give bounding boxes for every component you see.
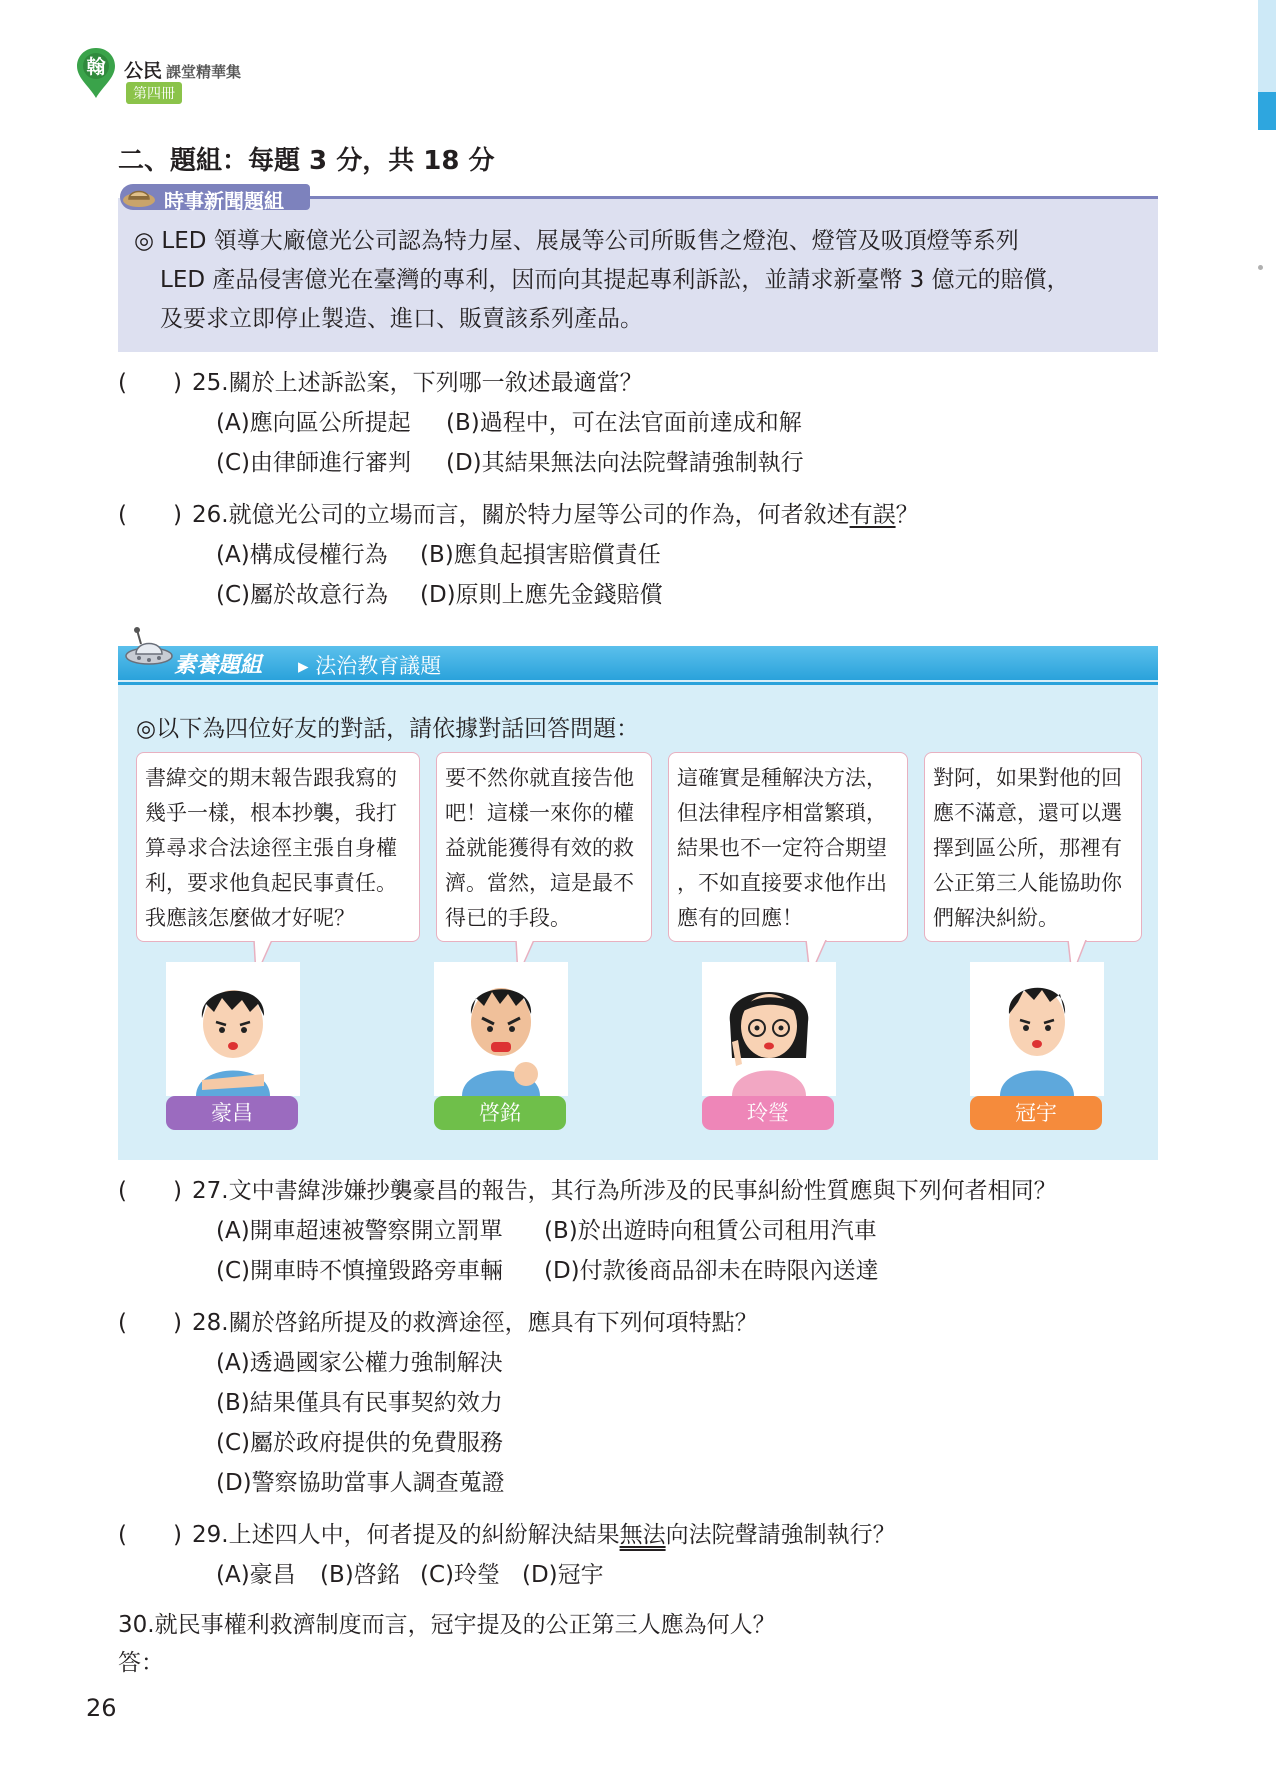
q27-option-a: (A)開車超速被警察開立罰單 xyxy=(216,1218,503,1244)
literacy-intro: ◎以下為四位好友的對話，請依據對話回答問題： xyxy=(136,716,640,742)
q27-option-d: (D)付款後商品卻未在時限內送達 xyxy=(544,1258,879,1284)
literacy-header-line xyxy=(118,682,1158,685)
q28-option-d: (D)警察協助當事人調查蒐證 xyxy=(216,1470,505,1496)
q25-option-c: (C)由律師進行審判 xyxy=(216,450,412,476)
answer-blank-25[interactable]: ( ) xyxy=(118,370,182,396)
speech-bubble-2 xyxy=(436,752,652,942)
q29-option-d: (D)冠宇 xyxy=(522,1562,604,1588)
q27-option-c: (C)開車時不慎撞毀路旁車輛 xyxy=(216,1258,504,1284)
answer-blank-29[interactable]: ( ) xyxy=(118,1522,182,1548)
bubble-3-line: ，不如直接要求他作出 xyxy=(677,871,887,895)
bubble-3-line: 這確實是種解決方法， xyxy=(677,766,887,790)
question-25-stem: 25.關於上述訴訟案，下列哪一敘述最適當？ xyxy=(192,370,643,396)
section-title: 二、題組：每題 3 分，共 18 分 xyxy=(118,146,495,176)
bubble-1-line: 算尋求合法途徑主張自身權 xyxy=(145,836,397,860)
news-line-1: ◎ LED 領導大廠億光公司認為特力屋、展晟等公司所販售之燈泡、燈管及吸頂燈等系列 xyxy=(134,228,1019,254)
q28-option-a: (A)透過國家公權力強制解決 xyxy=(216,1350,503,1376)
question-28-stem: 28.關於啓銘所提及的救濟途徑，應具有下列何項特點？ xyxy=(192,1310,758,1336)
q27-option-b: (B)於出遊時向租賃公司租用汽車 xyxy=(544,1218,877,1244)
name-tag-lingying: 玲瑩 xyxy=(702,1096,834,1130)
literacy-group-subtitle: ▸ 法治教育議題 xyxy=(298,654,442,678)
bubble-1-line: 書緯交的期末報告跟我寫的 xyxy=(145,766,397,790)
answer-label: 答： xyxy=(118,1650,164,1676)
bubble-3-line: 結果也不一定符合期望 xyxy=(677,836,887,860)
svg-text:翰: 翰 xyxy=(86,56,106,78)
character-haochang-illustration xyxy=(166,962,300,1096)
answer-area[interactable] xyxy=(176,1672,696,1673)
name-tag-guanyu: 冠宇 xyxy=(970,1096,1102,1130)
literacy-group-title: 素養題組 xyxy=(174,653,263,678)
emphasis-mark: 無法 xyxy=(619,1522,666,1548)
bubble-4-line: 們解決糾紛。 xyxy=(933,906,1059,930)
q29-option-b: (B)啓銘 xyxy=(320,1562,400,1588)
character-qiming-illustration xyxy=(434,962,568,1096)
bubble-4-line: 對阿，如果對他的回 xyxy=(933,766,1122,790)
bubble-2-line: 濟。當然，這是最不 xyxy=(445,871,634,895)
speech-bubble-4 xyxy=(924,752,1142,942)
answer-blank-27[interactable]: ( ) xyxy=(118,1178,182,1204)
news-group-title: 時事新聞題組 xyxy=(164,189,284,213)
bubble-2-line: 益就能獲得有效的救 xyxy=(445,836,634,860)
question-26-stem: 26.就億光公司的立場而言，關於特力屋等公司的作為，何者敘述有誤？ xyxy=(192,502,919,528)
character-guanyu-illustration xyxy=(970,962,1104,1096)
volume-badge: 第四冊 xyxy=(126,82,182,104)
brand-title: 公民 課堂精華集 xyxy=(124,60,242,82)
q26-option-b: (B)應負起損害賠償責任 xyxy=(420,542,661,568)
name-tag-haochang: 豪昌 xyxy=(166,1096,298,1130)
speech-bubble-1 xyxy=(136,752,420,942)
question-27-stem: 27.文中書緯涉嫌抄襲豪昌的報告，其行為所涉及的民事糾紛性質應與下列何者相同？ xyxy=(192,1178,1057,1204)
answer-blank-28[interactable]: ( ) xyxy=(118,1310,182,1336)
question-30-stem: 30.就民事權利救濟制度而言，冠宇提及的公正第三人應為何人？ xyxy=(118,1612,776,1638)
ufo-icon xyxy=(124,626,174,674)
bubble-3-line: 但法律程序相當繁瑣， xyxy=(677,801,887,825)
bubble-4-line: 應不滿意，還可以選 xyxy=(933,801,1122,825)
speech-bubble-3 xyxy=(668,752,908,942)
side-tab-marker xyxy=(1258,92,1276,130)
bubble-3-line: 應有的回應！ xyxy=(677,906,803,930)
question-29-stem: 29.上述四人中，何者提及的糾紛解決結果無法向法院聲請強制執行？ xyxy=(192,1522,896,1548)
q29-option-a: (A)豪昌 xyxy=(216,1562,296,1588)
q29-option-c: (C)玲瑩 xyxy=(420,1562,501,1588)
bubble-4-line: 公正第三人能協助你 xyxy=(933,871,1122,895)
bubble-2-line: 吧！這樣一來你的權 xyxy=(445,801,634,825)
q25-option-b: (B)過程中，可在法官面前達成和解 xyxy=(446,410,802,436)
side-tab-decoration xyxy=(1258,0,1276,92)
news-passage xyxy=(134,222,1146,339)
name-tag-qiming: 啓銘 xyxy=(434,1096,566,1130)
news-line-2: LED 產品侵害億光在臺灣的專利，因而向其提起專利訴訟，並請求新臺幣 3 億元的賠償， xyxy=(160,267,1070,293)
brand-subtitle: 課堂精華集 xyxy=(166,63,242,81)
page-number: 26 xyxy=(86,1694,117,1722)
publisher-logo-icon xyxy=(75,46,117,100)
q26-option-d: (D)原則上應先金錢賠償 xyxy=(420,582,663,608)
q28-option-c: (C)屬於政府提供的免費服務 xyxy=(216,1430,504,1456)
margin-dot xyxy=(1258,265,1263,270)
bubble-4-line: 擇到區公所，那裡有 xyxy=(933,836,1122,860)
emphasis-mark: 有誤 xyxy=(849,502,896,528)
literacy-header-bar xyxy=(118,646,1158,680)
q26-option-a: (A)構成侵權行為 xyxy=(216,542,388,568)
character-lingying-illustration xyxy=(702,962,836,1096)
news-line-3: 及要求立即停止製造、進口、販賣該系列產品。 xyxy=(160,306,643,332)
bubble-2-line: 要不然你就直接告他 xyxy=(445,766,634,790)
q28-option-b: (B)結果僅具有民事契約效力 xyxy=(216,1390,503,1416)
q26-option-c: (C)屬於故意行為 xyxy=(216,582,389,608)
answer-blank-26[interactable]: ( ) xyxy=(118,502,182,528)
bubble-1-line: 幾乎一樣，根本抄襲，我打 xyxy=(145,801,397,825)
q25-option-d: (D)其結果無法向法院聲請強制執行 xyxy=(446,450,804,476)
newspaper-hat-icon xyxy=(122,180,156,210)
bubble-2-line: 得已的手段。 xyxy=(445,906,571,930)
bubble-1-line: 利，要求他負起民事責任。 xyxy=(145,871,397,895)
q25-option-a: (A)應向區公所提起 xyxy=(216,410,411,436)
bubble-1-line: 我應該怎麼做才好呢？ xyxy=(145,906,355,930)
